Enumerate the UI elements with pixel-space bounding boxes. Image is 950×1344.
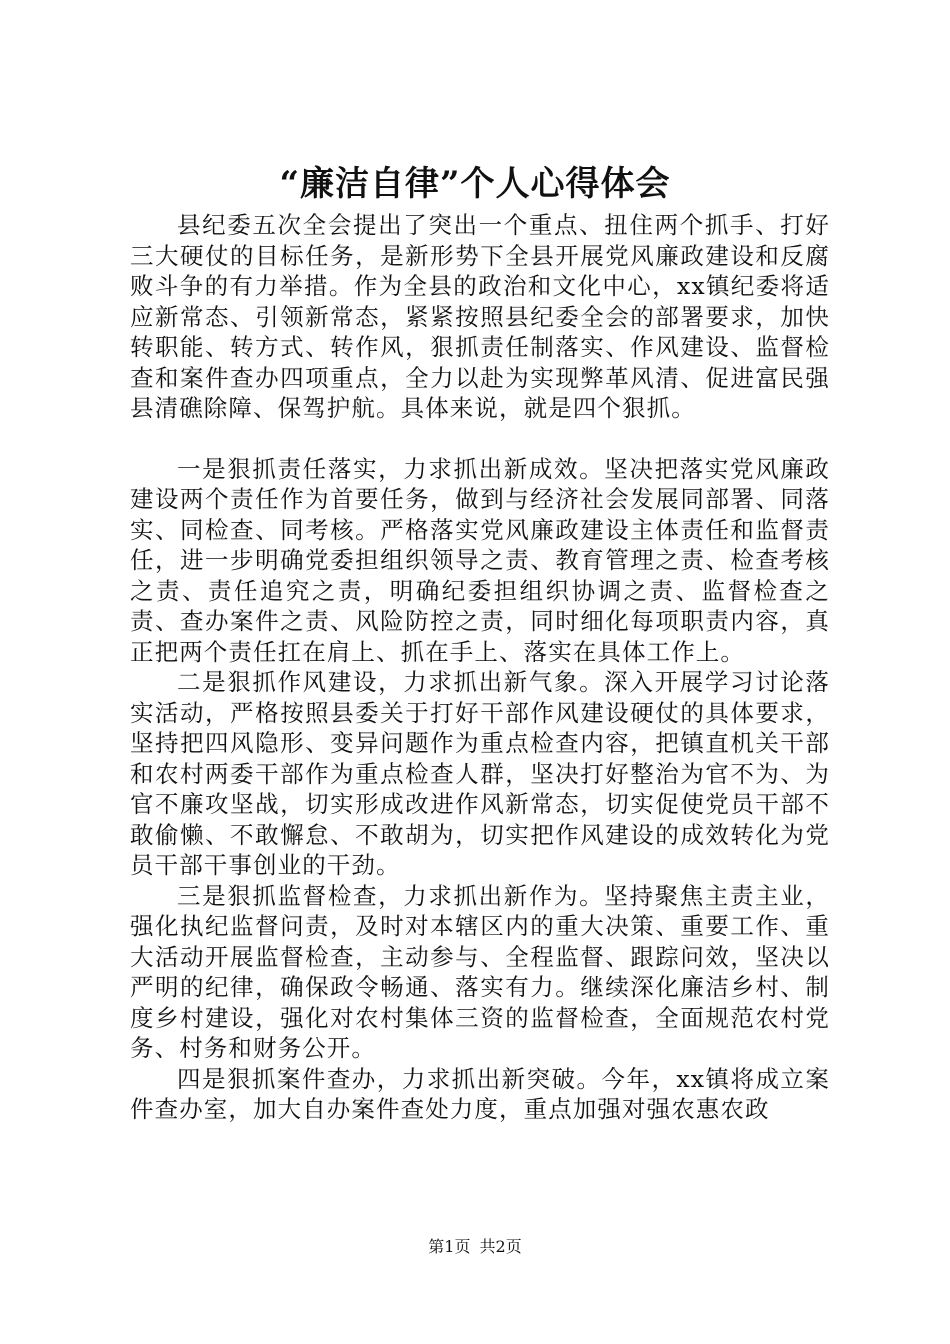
paragraph-intro: 县纪委五次全会提出了突出一个重点、扭住两个抓手、打好三大硬仗的目标任务，是新形势下全县开展党风廉政建设和反腐败斗争的有力举措。作为全县的政治和文化中心，xx镇纪委将适应新常态、引领新常态，紧紧按照县纪委全会的部署要求，加快转职能、转方式、转作风，狠抓责任制落实、作风建设、监督检查和案件查办四项重点，全力以赴为实现弊革风清、促进富民强县清礁除障、保驾护航。具体来说，就是四个狠抓。 xyxy=(130,211,830,422)
paragraph-point-1: 一是狠抓责任落实，力求抓出新成效。坚决把落实党风廉政建设两个责任作为首要任务，做到与经济社会发展同部署、同落实、同检查、同考核。严格落实党风廉政建设主体责任和监督责任，进一步明确党委担组织领导之责、教育管理之责、检查考核之责、责任追究之责，明确纪委担组织协调之责、监督检查之责、查办案件之责、风险防控之责，同时细化每项职责内容，真正把两个责任扛在肩上、抓在手上、落实在具体工作上。 xyxy=(130,454,830,666)
paragraph-point-4: 四是狠抓案件查办，力求抓出新突破。今年，xx镇将成立案件查办室，加大自办案件查处力度，重点加强对强农惠农政 xyxy=(130,1064,830,1123)
paragraph-point-2: 二是狠抓作风建设，力求抓出新气象。深入开展学习讨论落实活动，严格按照县委关于打好干部作风建设硬仗的具体要求，坚持把四风隐形、变异问题作为重点检查内容，把镇直机关干部和农村两委干部作为重点检查人群，坚决打好整治为官不为、为官不廉攻坚战，切实形成改进作风新常态，切实促使党员干部不敢偷懒、不敢懈怠、不敢胡为，切实把作风建设的成效转化为党员干部干事创业的干劲。 xyxy=(130,668,830,879)
page-footer xyxy=(0,1237,950,1257)
document-title: “廉洁自律”个人心得体会 xyxy=(279,164,671,204)
document-body xyxy=(130,210,830,1125)
page-number-total: 共2页 xyxy=(479,1237,522,1256)
paragraph-point-3: 三是狠抓监督检查，力求抓出新作为。坚持聚焦主责主业，强化执纪监督问责，及时对本辖区内的重大决策、重要工作、重大活动开展监督检查，主动参与、全程监督、跟踪问效，坚决以严明的纪律，确保政令畅通、落实有力。继续深化廉洁乡村、制度乡村建设，强化对农村集体三资的监督检查，全面规范农村党务、村务和财务公开。 xyxy=(130,881,830,1062)
page-number-current: 第1页 xyxy=(428,1237,471,1256)
